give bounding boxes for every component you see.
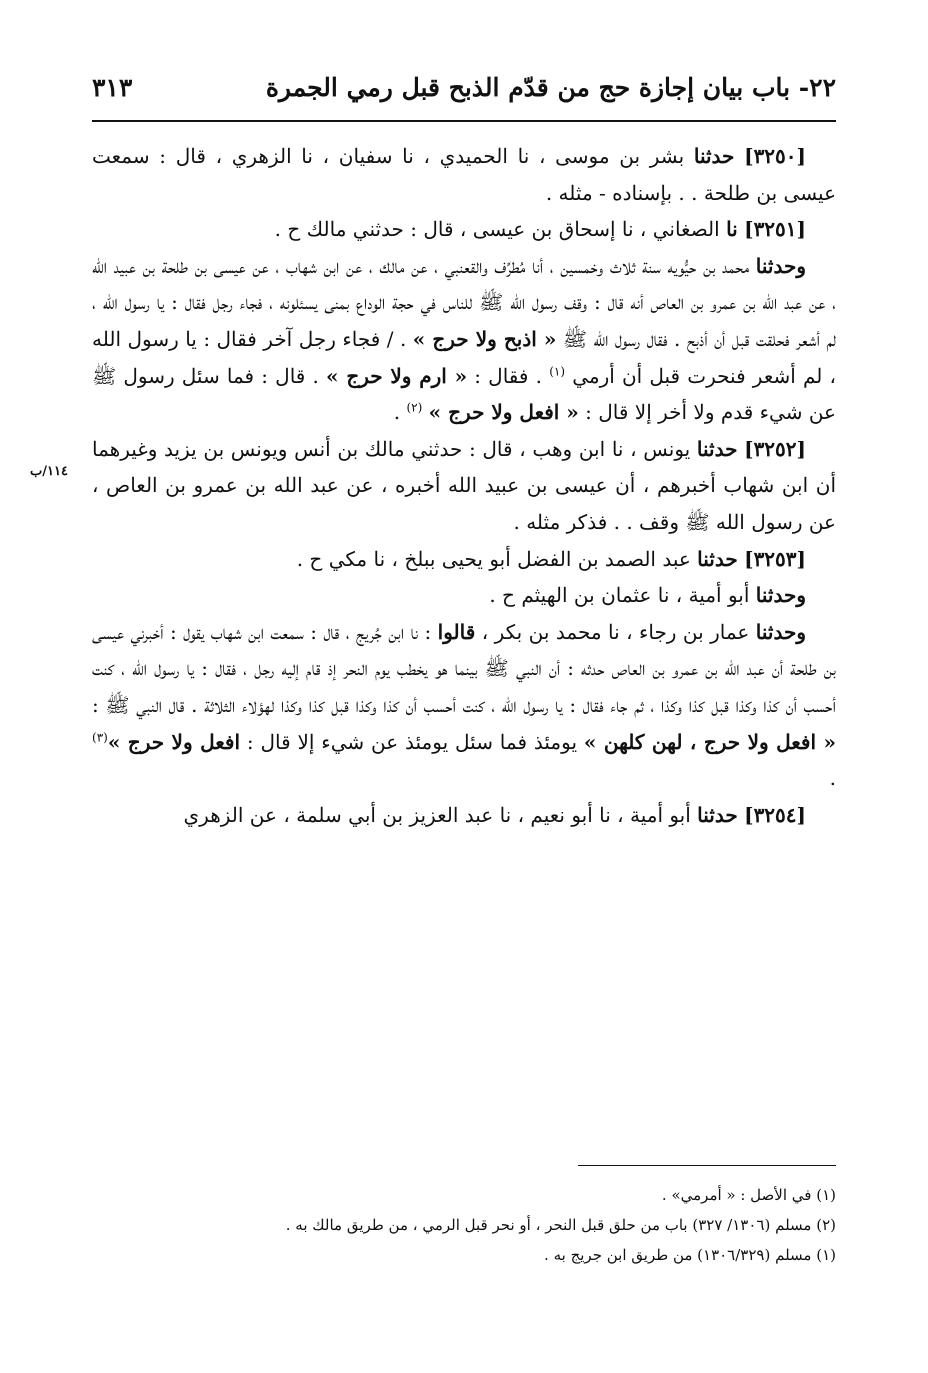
- hadith-text: يونس ، نا ابن وهب ، قال : حدثني مالك بن أنس ويونس بن يزيد وغيرهما أن ابن شهاب أخبرهم ، أن عيسى بن عبيد الله أخبره ، عن عبد الله بن عمرو بن العاص ، عن رسول الله ﷺ وقف . . فذكر مثله .: [92, 436, 836, 534]
- hadith-number: [٣٢٥٢]: [744, 436, 806, 461]
- narration-lead: وحدثنا: [755, 619, 806, 644]
- footnote-2: (٢) مسلم (١٣٠٦/ ٣٢٧) باب من حلق قبل النحر ، أو نحر قبل الرمي ، من طريق مالك به .: [285, 1216, 836, 1234]
- prophetic-quote: « افعل ولا حرج ، لهن كلهن »: [583, 729, 836, 754]
- narration-lead: وحدثنا: [755, 583, 806, 608]
- hadith-3250: [92, 138, 836, 211]
- footnote-divider: [578, 1165, 836, 1166]
- hadith-text: .: [829, 766, 836, 791]
- prophetic-quote: « افعل ولا حرج »: [428, 400, 579, 425]
- chapter-title: ٢٢- باب بيان إجازة حج من قدّم الذبح قبل رمي الجمرة: [265, 72, 836, 102]
- hadith-text: أبو أمية ، نا عثمان بن الهيثم ح .: [489, 583, 756, 608]
- hadith-3251-chain-2: [92, 248, 836, 431]
- footnotes: [92, 1180, 836, 1270]
- narration-lead: حدثنا: [696, 436, 738, 461]
- hadith-text: . فقال :: [467, 363, 550, 388]
- hadith-text: : نا ابن جُريج ، قال : سمعت ابن شهاب يقول : أخبرني عيسى بن طلحة أن عبد الله بن عمرو بن العاص حدثه : أن النبي ﷺ بينما هو يخطب يوم النحر إذ قام إليه رجل ، فقال : يا رسول الله ، كنت أحسب أن كذا وكذا قبل كذا وكذا ، ثم جاء فقال : يا رسول الله ، كنت أحسب أن كذا وكذا قبل كذا وكذا لهؤلاء الثلاثة . قال النبي ﷺ :: [92, 619, 836, 717]
- hadith-text: محمد بن حيُّويه سنة ثلاث وخمسين ، أنا مُطرِّف والقعنبي ، عن مالك ، عن ابن شهاب ، عن عيسى بن طلحة بن عبيد الله ، عن عبد الله بن عمرو بن العاص أنه قال : وقف رسول الله ﷺ للناس في حجة الوداع بمنى يسئلونه ، فجاء رجل فقال : يا رسول الله ، لم أشعر فحلقت قبل أن أذبح . فقال رسول الله ﷺ: [92, 253, 836, 351]
- main-text: [92, 138, 836, 833]
- hadith-text: يومئذ فما سئل يومئذ عن شيء إلا قال :: [240, 729, 584, 754]
- hadith-3253-chain-2: [92, 577, 836, 614]
- hadith-text: أبو أمية ، نا أبو نعيم ، نا عبد العزيز بن أبي سلمة ، عن الزهري: [183, 802, 698, 827]
- prophetic-quote: افعل ولا حرج »: [107, 729, 240, 754]
- hadith-text: .: [393, 400, 407, 425]
- hadith-number: [٣٢٥٣]: [744, 546, 806, 571]
- footnote-marker[interactable]: (١): [549, 363, 566, 378]
- narration-lead: حدثنا: [697, 546, 738, 571]
- hadith-number: [٣٢٥٠]: [744, 144, 806, 168]
- narration-lead: وحدثنا: [755, 253, 806, 278]
- hadith-text: عمار بن رجاء ، نا محمد بن بكر ،: [475, 619, 756, 644]
- narration-lead: حدثنا: [697, 802, 738, 827]
- page-header: [92, 62, 836, 112]
- footnote-1: (١) في الأصل : « أمرمي» .: [661, 1186, 836, 1204]
- page-number: ٣١٣: [92, 72, 133, 102]
- header-divider: [92, 120, 836, 122]
- hadith-text: عبد الصمد بن الفضل أبو يحيى ببلخ ، نا مكي ح .: [296, 546, 698, 571]
- hadith-text: . قال : فما سئل رسول ﷺ عن شيء قدم ولا أخر إلا قال :: [92, 363, 836, 425]
- hadith-3254: [92, 797, 836, 834]
- hadith-3251: [92, 211, 836, 248]
- hadith-3252: [92, 431, 836, 541]
- hadith-text: الصغاني ، نا إسحاق بن عيسى ، قال : حدثني مالك ح .: [274, 217, 727, 242]
- narration-lead: حدثنا: [693, 144, 735, 168]
- hadith-text: . / فجاء رجل آخر فقال : يا رسول الله ، لم أشعر فنحرت قبل أن أرمي: [92, 326, 836, 388]
- hadith-number: [٣٢٥٤]: [744, 802, 806, 827]
- footnote-3: (١) مسلم (١٣٠٦/٣٢٩) من طريق ابن جريج به .: [544, 1246, 836, 1264]
- narration-lead: نا: [726, 217, 738, 242]
- hadith-number: [٣٢٥١]: [744, 217, 806, 242]
- hadith-3253: [92, 541, 836, 578]
- hadith-3253-chain-3: [92, 614, 836, 797]
- prophetic-quote: « اذبح ولا حرج »: [412, 326, 557, 351]
- footnote-marker[interactable]: (٢): [406, 400, 423, 415]
- prophetic-quote: « ارم ولا حرج »: [326, 363, 468, 388]
- narration-lead: قالوا: [437, 619, 476, 644]
- manuscript-folio-note: ١١٤/ب: [30, 464, 68, 479]
- footnote-marker[interactable]: (٣): [92, 729, 108, 744]
- hadith-text: بشر بن موسى ، نا الحميدي ، نا سفيان ، نا الزهري ، قال : سمعت عيسى بن طلحة . . بإسناده - مثله .: [92, 144, 836, 205]
